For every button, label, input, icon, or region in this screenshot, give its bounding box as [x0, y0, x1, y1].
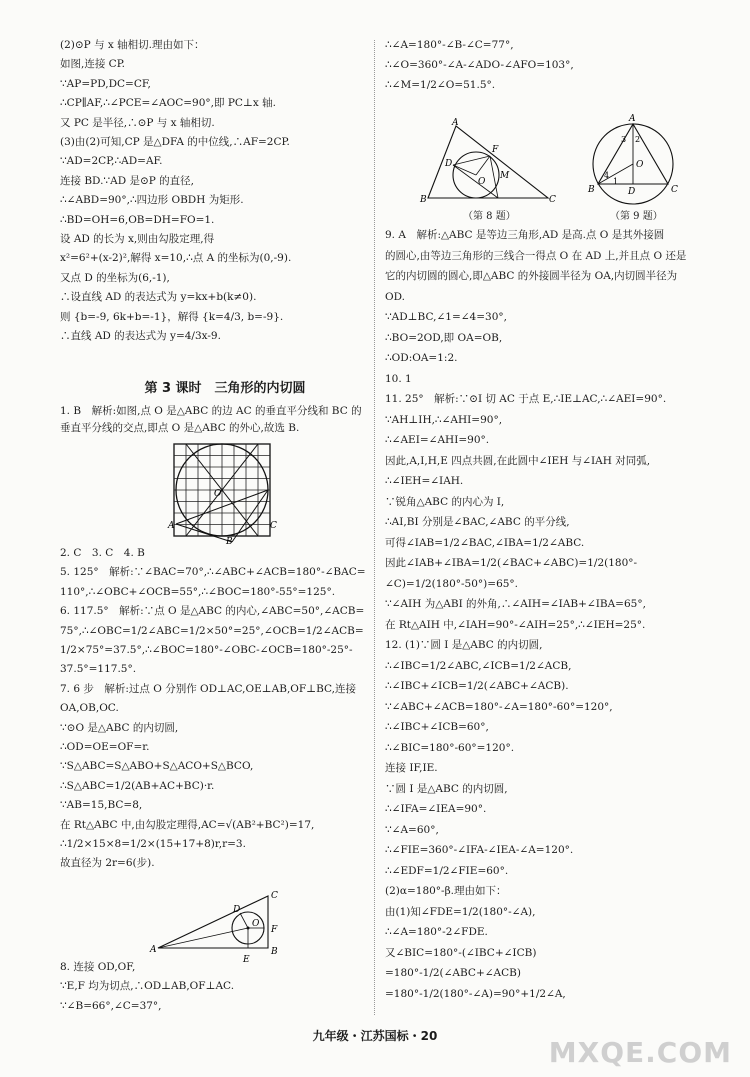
- text-line: 在 Rt△AIH 中,∠IAH=90°-∠AIH=25°,∴∠IEH=25°.: [385, 618, 646, 631]
- figure-q1-grid-circle: [168, 438, 278, 547]
- text-line: ∴∠IBC=1/2∠ABC,∠ICB=1/2∠ACB,: [385, 659, 572, 672]
- svg-text:O: O: [214, 489, 222, 499]
- text-line: ∴OD=OE=OF=r.: [60, 741, 150, 753]
- text-line: ∴∠EDF=1/2∠FIE=60°.: [385, 864, 509, 877]
- text-line: 7. 6 步 解析:过点 O 分别作 OD⊥AC,OE⊥AB,OF⊥BC,连接: [60, 682, 356, 695]
- svg-text:A: A: [168, 521, 175, 531]
- text-line: 在 Rt△ABC 中,由勾股定理得,AC=√(AB²+BC²)=17,: [60, 818, 315, 831]
- figure-q9-equilateral-circle: [585, 112, 685, 208]
- text-line: 因此∠IAB+∠IBA=1/2(∠BAC+∠ABC)=1/2(180°-: [385, 557, 638, 569]
- text-line: ∴∠IEH=∠IAH.: [385, 475, 464, 487]
- svg-text:B: B: [588, 185, 595, 195]
- svg-text:C: C: [271, 891, 278, 901]
- page-footer: 九年级・江苏国标・20: [312, 1029, 438, 1043]
- svg-text:O: O: [636, 160, 644, 170]
- svg-text:D: D: [628, 187, 636, 197]
- text-line: ∵AH⊥IH,∴∠AHI=90°,: [385, 413, 503, 426]
- text-line: ∴CP∥AF,∴∠PCE=∠AOC=90°,即 PC⊥x 轴.: [60, 97, 276, 110]
- svg-text:C: C: [549, 195, 556, 205]
- text-line: 110°,∴∠OBC+∠OCB=55°,∴∠BOC=180°-55°=125°.: [60, 585, 336, 598]
- text-line: ∵AD=2CP,∴AD=AF.: [60, 155, 163, 168]
- text-line: 连接 BD.∵AD 是⊙P 的直径,: [60, 174, 194, 187]
- svg-text:M: M: [500, 171, 510, 181]
- text-line: 的圆心,由等边三角形的三线合一得点 O 在 AD 上,并且点 O 还是: [385, 249, 687, 262]
- watermark-logo: MXQE.COM: [548, 1036, 732, 1069]
- text-line: 12. (1)∵圆 I 是△ABC 的内切圆,: [385, 639, 543, 651]
- text-line: x²=6²+(x-2)²,解得 x=10,∴点 A 的坐标为(0,-9).: [60, 252, 292, 265]
- text-line: ∴∠BIC=180°-60°=120°.: [385, 741, 515, 754]
- text-line: ∵∠ABC+∠ACB=180°-∠A=180°-60°=120°,: [385, 700, 613, 713]
- text-line: ∴1/2×15×8=1/2×(15+17+8)r,r=3.: [60, 838, 246, 850]
- text-line: 2. C 3. C 4. B: [60, 547, 145, 559]
- svg-text:F: F: [492, 145, 499, 155]
- text-line: 8. 连接 OD,OF,: [60, 961, 136, 973]
- text-line: 37.5°=117.5°.: [60, 663, 137, 676]
- text-line: ∵AB=15,BC=8,: [60, 799, 143, 812]
- figure-9-caption: （第 9 题）: [610, 211, 663, 222]
- text-line: ∵AD⊥BC,∠1=∠4=30°,: [385, 311, 507, 323]
- svg-text:4: 4: [604, 171, 610, 180]
- text-line: 11. 25° 解析:∵⊙I 切 AC 于点 E,∴IE⊥AC,∴∠AEI=90°.: [385, 393, 667, 405]
- text-line: ∵圆 I 是△ABC 的内切圆,: [385, 782, 508, 795]
- text-line: 又 PC 是半径,∴⊙P 与 x 轴相切.: [60, 116, 215, 129]
- text-line: (3)由(2)可知,CP 是△DFA 的中位线,∴AF=2CP.: [60, 136, 290, 148]
- text-line: ∴OD:OA=1:2.: [385, 352, 458, 364]
- svg-text:A: A: [452, 118, 459, 128]
- text-line: ∴∠A=180°-2∠FDE.: [385, 926, 488, 938]
- text-line: (2)⊙P 与 x 轴相切.理由如下：: [60, 39, 205, 51]
- text-line: 故直径为 2r=6(步).: [60, 857, 155, 870]
- text-line: ∴∠ABD=90°,∴四边形 OBDH 为矩形.: [60, 194, 244, 207]
- text-line: 1. B 解析:如图,点 O 是△ABC 的边 AC 的垂直平分线和 BC 的: [60, 405, 362, 417]
- text-line: 可得∠IAB=1/2∠BAC,∠IBA=1/2∠ABC.: [385, 536, 585, 549]
- text-line: 又∠BIC=180°-(∠IBC+∠ICB): [385, 946, 537, 959]
- text-line: ∵S△ABC=S△ABO+S△ACO+S△BCO,: [60, 760, 254, 773]
- svg-text:A: A: [629, 114, 636, 124]
- text-line: =180°-1/2(180°-∠A)=90°+1/2∠A,: [385, 987, 566, 1000]
- text-line: ∵∠AIH 为△ABI 的外角,∴∠AIH=∠IAB+∠IBA=65°,: [385, 598, 646, 610]
- text-line: ∴直线 AD 的表达式为 y=4/3x-9.: [60, 330, 221, 342]
- svg-text:O: O: [252, 919, 260, 929]
- svg-text:F: F: [271, 925, 278, 935]
- text-line: ∴∠M=1/2∠O=51.5°.: [385, 79, 496, 91]
- text-line: ∵∠A=60°,: [385, 823, 439, 836]
- text-line: 1/2×75°=37.5°,∴∠BOC=180°-∠OBC-∠OCB=180°-25°-: [60, 644, 353, 656]
- text-line: ∠C)=1/2(180°-50°)=65°.: [385, 577, 519, 590]
- svg-text:B: B: [420, 195, 427, 205]
- text-line: 5. 125° 解析:∵∠BAC=70°,∴∠ABC+∠ACB=180°-∠BAC=: [60, 566, 366, 579]
- section-title: 第 3 课时 三角形的内切圆: [144, 381, 306, 396]
- text-line: ∴∠A=180°-∠B-∠C=77°,: [385, 39, 514, 51]
- figure-8-caption: （第 8 题）: [463, 211, 516, 222]
- svg-text:C: C: [270, 521, 277, 531]
- text-line: 又点 D 的坐标为(6,-1),: [60, 271, 170, 284]
- text-line: ∴∠O=360°-∠A-∠ADO-∠AFO=103°,: [385, 59, 574, 71]
- text-line: 垂直平分线的交点,即点 O 是△ABC 的外心,故选 B.: [60, 422, 300, 434]
- svg-text:O: O: [478, 177, 486, 187]
- svg-text:E: E: [243, 955, 250, 965]
- text-line: ∵锐角△ABC 的内心为 I,: [385, 495, 505, 508]
- text-line: ∴∠IBC+∠ICB=60°,: [385, 721, 489, 733]
- text-line: ∵AP=PD,DC=CF,: [60, 77, 151, 90]
- svg-text:D: D: [233, 905, 241, 915]
- text-line: 10. 1: [385, 372, 412, 385]
- text-line: 则 {b=-9, 6k+b=-1}，解得 {k=4/3, b=-9}.: [60, 310, 284, 323]
- svg-text:C: C: [671, 185, 678, 195]
- text-line: ∵∠B=66°,∠C=37°,: [60, 999, 162, 1012]
- text-line: ∴AI,BI 分别是∠BAC,∠ABC 的平分线,: [385, 516, 570, 528]
- svg-text:1: 1: [613, 177, 619, 186]
- text-line: =180°-1/2(∠ABC+∠ACB): [385, 967, 521, 979]
- text-line: 6. 117.5° 解析:∵点 O 是△ABC 的内心,∠ABC=50°,∠ACB=: [60, 605, 365, 618]
- svg-text:A: A: [150, 945, 157, 955]
- text-line: 75°,∴∠OBC=1/2∠ABC=1/2×50°=25°,∠OCB=1/2∠ACB=: [60, 624, 364, 637]
- text-line: (2)α=180°-β.理由如下：: [385, 885, 507, 897]
- svg-text:B: B: [226, 537, 233, 547]
- figure-q7-right-triangle: [150, 888, 290, 968]
- text-line: ∵E,F 均为切点,∴OD⊥AB,OF⊥AC.: [60, 980, 235, 993]
- text-line: ∴设直线 AD 的表达式为 y=kx+b(k≠0).: [60, 291, 257, 304]
- text-line: OA,OB,OC.: [60, 702, 119, 715]
- text-line: ∴BD=OH=6,OB=DH=FO=1.: [60, 213, 215, 226]
- text-line: ∴∠FIE=360°-∠IFA-∠IEA-∠A=120°.: [385, 844, 574, 856]
- svg-text:3: 3: [621, 135, 627, 144]
- text-line: ∴S△ABC=1/2(AB+AC+BC)·r.: [60, 779, 215, 792]
- svg-text:D: D: [445, 159, 453, 169]
- text-line: 连接 IF,IE.: [385, 762, 438, 774]
- text-line: ∵⊙O 是△ABC 的内切圆,: [60, 721, 179, 734]
- text-line: ∴∠IFA=∠IEA=90°.: [385, 803, 487, 815]
- text-line: ∴∠AEI=∠AHI=90°.: [385, 434, 490, 446]
- text-line: OD.: [385, 290, 405, 303]
- text-line: 9. A 解析:△ABC 是等边三角形,AD 是高.点 O 是其外接圆: [385, 229, 665, 241]
- svg-text:B: B: [271, 947, 278, 957]
- text-line: 因此,A,I,H,E 四点共圆,在此圆中∠IEH 与∠IAH 对同弧,: [385, 454, 651, 467]
- text-line: ∴BO=2OD,即 OA=OB,: [385, 331, 503, 344]
- figure-q8-triangle-incircle: [420, 120, 555, 205]
- text-line: 如图,连接 CP.: [60, 58, 125, 71]
- column-divider: [374, 40, 375, 1015]
- svg-text:2: 2: [635, 135, 641, 144]
- text-line: 由(1)知∠FDE=1/2(180°-∠A),: [385, 905, 536, 918]
- text-line: ∴∠IBC+∠ICB=1/2(∠ABC+∠ACB).: [385, 680, 569, 692]
- text-line: 它的内切圆的圆心,即△ABC 的外接圆半径为 OA,内切圆半径为: [385, 270, 678, 282]
- text-line: 设 AD 的长为 x,则由勾股定理,得: [60, 233, 215, 245]
